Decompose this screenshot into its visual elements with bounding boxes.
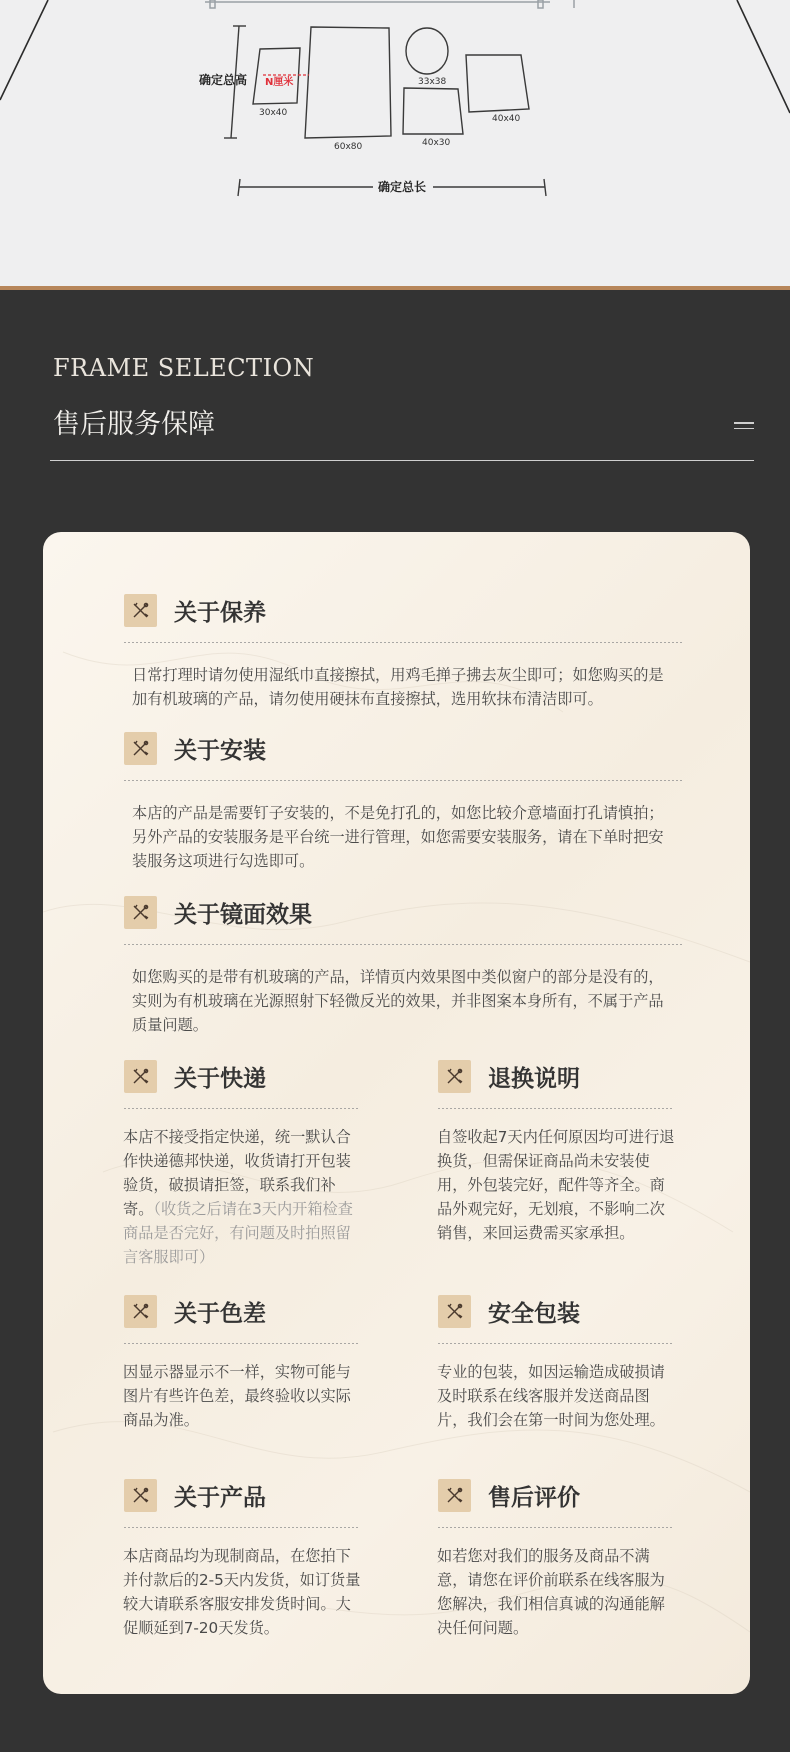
section-heading — [124, 1478, 266, 1512]
frame-40x30 — [403, 88, 463, 134]
dotted-divider — [438, 1343, 672, 1344]
section-text: 日常打理时请勿使用湿纸巾直接擦拭，用鸡毛掸子拂去灰尘即可；如您购买的是加有机玻璃的产品，请勿使用硬抹布直接擦拭，选用软抹布清洁即可。 — [132, 666, 664, 708]
perspective-line-left — [0, 0, 48, 100]
tools-icon — [124, 1479, 157, 1512]
tools-icon — [124, 1295, 157, 1328]
section-heading — [438, 1059, 580, 1093]
perspective-line-right — [737, 0, 790, 113]
delivery-note: （收货之后请在3天内开箱检查商品是否完好，有问题及时拍照留言客服即可） — [123, 1200, 353, 1266]
section-title: 安全包装 — [488, 1300, 580, 1327]
section-title: 关于产品 — [174, 1484, 266, 1511]
section-heading — [124, 593, 266, 627]
tools-icon — [124, 896, 157, 929]
frame-30x40 — [253, 48, 300, 104]
section-text: 自签收起7天内任何原因均可进行退换货，但需保证商品尚未安装使用，外包装完好，配件等齐全。商品外观完好，无划痕，不影响二次销售，来回运费需买家承担。 — [437, 1128, 675, 1242]
tools-icon — [124, 1060, 157, 1093]
section-title-cn: 售后服务保障 — [53, 409, 215, 440]
section-title: 关于保养 — [174, 599, 266, 626]
frame-60x80 — [305, 27, 391, 138]
section-text: 因显示器显示不一样，实物可能与图片有些许色差，最终验收以实际商品为准。 — [123, 1363, 351, 1429]
dotted-divider — [124, 780, 684, 781]
section-text: 如若您对我们的服务及商品不满意，请您在评价前联系在线客服为您解决，我们相信真诚的沟通能解决任何问题。 — [437, 1547, 665, 1637]
tools-icon — [438, 1479, 471, 1512]
section-title: 售后评价 — [488, 1484, 580, 1511]
diagram-drawing — [0, 0, 790, 286]
width-label: 确定总长 — [378, 180, 427, 194]
divider-stripe — [0, 286, 790, 290]
section-text — [123, 1125, 361, 1269]
dotted-divider — [438, 1108, 672, 1109]
dotted-divider — [124, 1527, 358, 1528]
tools-icon — [124, 594, 157, 627]
frame-40x40 — [466, 55, 529, 112]
section-heading — [124, 731, 266, 765]
tools-icon — [124, 732, 157, 765]
tools-icon — [438, 1060, 471, 1093]
section-heading — [438, 1294, 580, 1328]
section-title: 关于快递 — [174, 1065, 266, 1092]
dotted-divider — [438, 1527, 672, 1528]
section-title: 关于镜面效果 — [174, 901, 312, 928]
section-heading — [438, 1478, 580, 1512]
section-heading — [124, 1059, 266, 1093]
size-label: 30x40 — [259, 108, 288, 118]
size-label: 40x30 — [422, 138, 451, 148]
section-heading — [124, 1294, 266, 1328]
delivery-text: 本店不接受指定快递，统一默认合作快递德邦快递，收货请打开包装验货，破损请拒签，联系我们补寄。 — [123, 1128, 351, 1218]
tools-icon — [438, 1295, 471, 1328]
section-title: 关于安装 — [174, 737, 266, 764]
n-cm-label: N厘米 — [265, 77, 294, 88]
menu-icon[interactable] — [734, 420, 756, 432]
section-text: 如您购买的是带有机玻璃的产品，详情页内效果图中类似窗户的部分是没有的，实则为有机玻璃在光源照射下轻微反光的效果，并非图案本身所有，不属于产品质量问题。 — [132, 968, 664, 1034]
section-text: 本店的产品是需要钉子安装的，不是免打孔的，如您比较介意墙面打孔请慎拍；另外产品的安装服务是平台统一进行管理，如您需要安装服务，请在下单时把安装服务这项进行勾选即可。 — [132, 804, 664, 870]
section-text: 本店商品均为现制商品，在您拍下并付款后的2-5天内发货，如订货量较大请联系客服安排发货时间。大促顺延到7-20天发货。 — [123, 1547, 361, 1637]
dotted-divider — [124, 642, 684, 643]
size-label: 33x38 — [418, 77, 447, 87]
frame-33x38 — [406, 28, 448, 74]
dotted-divider — [124, 944, 684, 945]
section-title-en: FRAME SELECTION — [53, 354, 315, 382]
section-text: 专业的包装，如因运输造成破损请及时联系在线客服并发送商品图片，我们会在第一时间为您处理。 — [437, 1363, 665, 1429]
measurement-diagram — [0, 0, 790, 286]
section-title: 退换说明 — [488, 1065, 580, 1092]
service-card — [43, 532, 750, 1694]
size-label: 40x40 — [492, 114, 521, 124]
size-label: 60x80 — [334, 142, 363, 152]
height-label: 确定总高 — [199, 73, 248, 87]
section-heading — [124, 895, 312, 929]
section-title: 关于色差 — [174, 1300, 266, 1327]
dotted-divider — [124, 1343, 358, 1344]
dotted-divider — [124, 1108, 358, 1109]
header-divider — [50, 460, 754, 461]
